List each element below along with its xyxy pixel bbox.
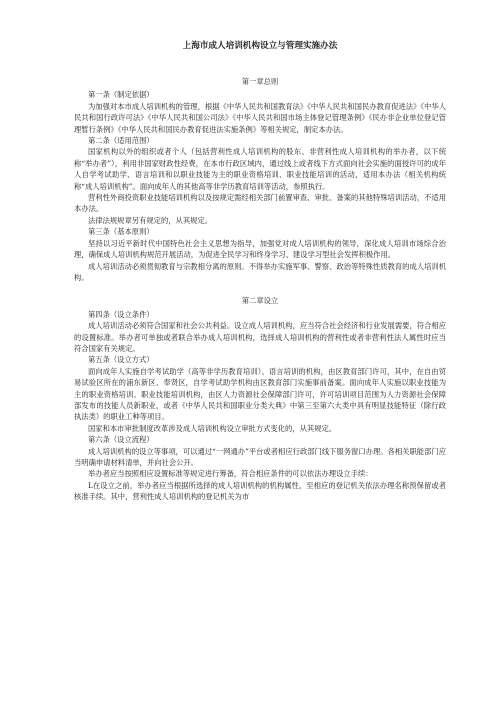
article-heading: 第三条（基本原则）: [88, 227, 154, 237]
paragraph: 面向成年人实施自学考试助学（高等非学历教育培训）、语言培训的机构，由区教育部门许可，其中，在自由贸易试验区所在的浦东新区、奉贤区，自学考试助学机构由区教育部门实施事前备案。面向成年人实施以职业技能为主的职业资格培训、职业技能培训机构，由区人力资源社会保障部门许可，许可培训项目范围为人力资源社会保障部发布的技能人员新职业，或者《中华人民共和国职业分类大典》中第三至第六大类中具有明显技能特征（除行政执法类）的职业工种等项目。: [74, 366, 446, 422]
article-heading: 第六条（设立流程）: [88, 435, 154, 445]
chapter-heading: 第一章总则: [241, 77, 279, 86]
paragraph: 坚持以习近平新时代中国特色社会主义思想为指导，加强党对成人培训机构的领导，深化成人培训市场综合治理，确保成人培训机构规范开展活动，为促进全民学习和终身学习、建设学习型社会发挥积极作用。: [74, 238, 446, 260]
chapter-heading: 第二章设立: [241, 296, 279, 306]
document-body: [74, 76, 446, 503]
article-heading: 第四条（设立条件）: [88, 309, 154, 319]
document-title: 上海市成人培训机构设立与管理实施办法: [182, 41, 338, 51]
paragraph: 国家机构以外的组织或者个人（包括营利性成人培训机构的股东、非营利性成人培训机构的举办者，以下统称“举办者”），利用非国家财政性经费，在本市行政区域内，通过线上或者线下方式面向社会实施的面授许可的成年人自学考试助学、语言培训和以职业技能为主的职业资格培训、职业技能培训的活动，适用本办法（相关机构统称“成人培训机构”。面向成年人的其他高等非学历教育培训等活动，参照执行。: [74, 147, 446, 191]
paragraph: 成人培训活动必须贯彻教育与宗教相分离的原则。不得举办实施军事、警察、政治等特殊性质教育的成人培训机构。: [74, 261, 446, 282]
paragraph: 国家和本市审批制度改革涉及成人培训机构设立审批方式变化的，从其规定。: [88, 423, 337, 433]
paragraph: L在设立之前，举办者应当根据所选择的成人培训机构的机构属性，至相应的登记机关依法办理名称预保留或者核准手续。其中，营利性成人培训机构的登记机关为市: [74, 480, 446, 502]
paragraph: 举办者应当按照相应设置标准等规定进行筹备，符合相应条件的可以依法办理设立手续：: [88, 469, 373, 479]
paragraph: 成人培训机构的设立等事项，可以通过“一网通办”平台或者相应行政部门线下服务窗口办理。各相关职能部门应当明确申请材料清单，并向社会公开。: [74, 446, 446, 467]
paragraph: 营利性外商投资职业技能培训机构以及按规定需经相关部门前置审查、审批、备案的其他特殊培训活动，不适用本办法。: [74, 193, 446, 214]
article-heading: 第五条（设立方式）: [88, 355, 154, 365]
paragraph: 为加强对本市成人培训机构的管理，根据《中华人民共和国教育法》《中华人民共和国民办教育促进法》《中华人民共和国行政许可法》《中华人民共和国公司法》《中华人民共和国市场主体登记管理条例》《民办非企业单位登记管理暂行条例》《中华人民共和国民办教育促进法实施条例》等相关规定，制定本办法。: [74, 101, 446, 134]
article-heading: 第一条（制定依据）: [88, 90, 154, 100]
article-heading: 第二条（适用范围）: [88, 136, 154, 146]
paragraph: 成人培训活动必须符合国家和社会公共利益。设立成人培训机构，应当符合社会经济和行业发展需要，符合相应的设置标准。举办者可单独或者联合举办成人培训机构，选择成人培训机构的营利性或者非营利性法人属性时应当符合国家有关规定。: [74, 321, 446, 353]
paragraph: 法律法规规章另有规定的，从其规定。: [88, 215, 213, 225]
